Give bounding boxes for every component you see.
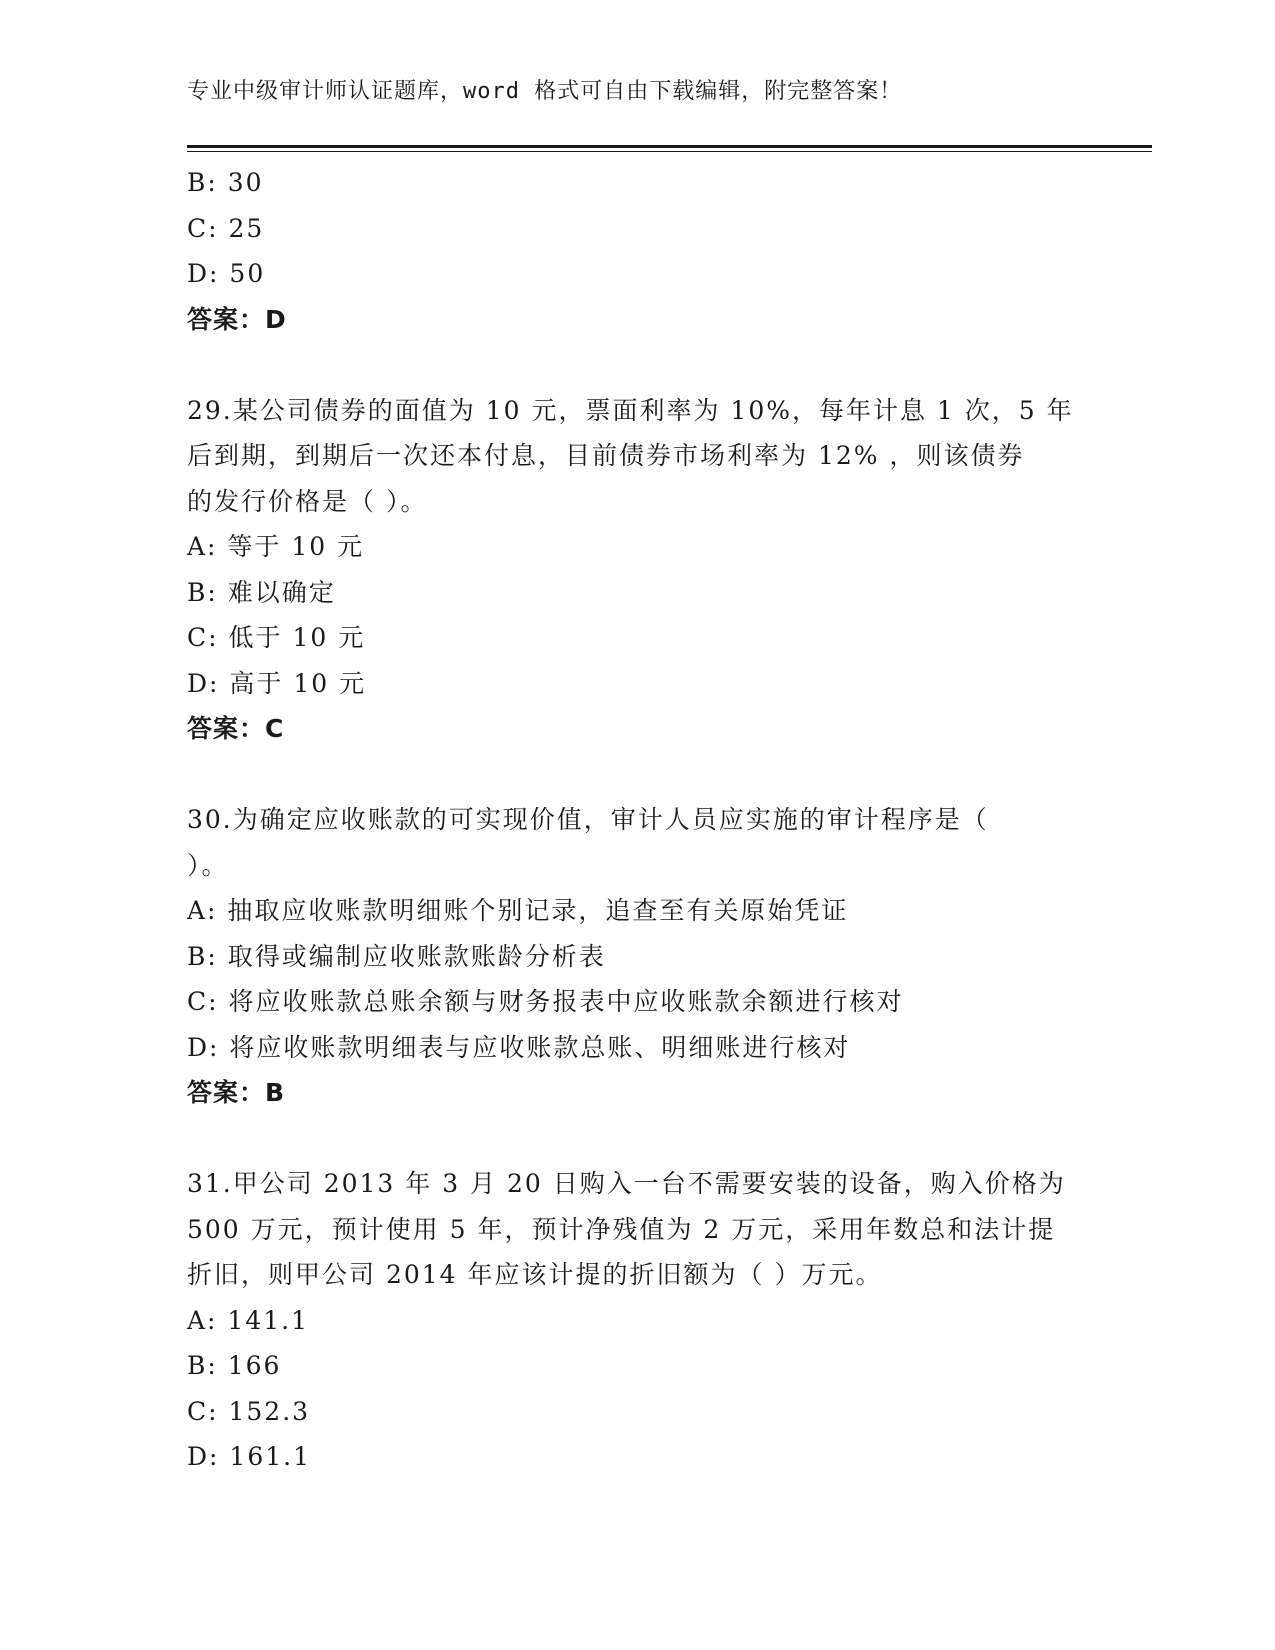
- question-text-line: 30.为确定应收账款的可实现价值，审计人员应实施的审计程序是（: [187, 805, 989, 834]
- question-30: [187, 797, 1087, 1116]
- answer-line: 答案：B: [187, 1078, 286, 1107]
- question-text-line: 31.甲公司 2013 年 3 月 20 日购入一台不需要安装的设备，购入价格为: [187, 1169, 1066, 1198]
- question-text-line: 500 万元，预计使用 5 年，预计净残值为 2 万元，采用年数总和法计提: [187, 1214, 1056, 1244]
- spacer: [187, 752, 1087, 798]
- spacer: [187, 1116, 1087, 1162]
- option-d: D: 50: [187, 259, 266, 288]
- option-b: B: 166: [187, 1351, 282, 1380]
- question-text-line: ）。: [187, 850, 229, 880]
- option-d: D: 161.1: [187, 1442, 311, 1471]
- question-text-line: 的发行价格是（ ）。: [187, 486, 428, 516]
- answer-line: 答案：C: [187, 714, 285, 743]
- option-b: B: 取得或编制应收账款账龄分析表: [187, 941, 606, 971]
- option-a: A: 141.1: [187, 1305, 309, 1335]
- option-d: D: 将应收账款明细表与应收账款总账、明细账进行核对: [187, 1032, 851, 1062]
- question-31: [187, 1161, 1087, 1480]
- question-text-line: 折旧，则甲公司 2014 年应该计提的折旧额为（ ）万元。: [187, 1260, 883, 1289]
- option-a: A: 抽取应收账款明细账个别记录，追查至有关原始凭证: [187, 896, 849, 925]
- page-header: 专业中级审计师认证题库，word 格式可自由下载编辑，附完整答案！: [187, 79, 903, 104]
- option-b: B: 30: [187, 168, 264, 197]
- option-b: B: 难以确定: [187, 577, 336, 607]
- option-d: D: 高于 10 元: [187, 668, 367, 698]
- option-a: A: 等于 10 元: [187, 532, 365, 561]
- header-rule-thick: [187, 145, 1152, 148]
- answer-line: 答案：D: [187, 304, 287, 334]
- option-c: C: 152.3: [187, 1396, 311, 1426]
- question-29: [187, 388, 1087, 752]
- option-c: C: 低于 10 元: [187, 623, 366, 652]
- option-c: C: 25: [187, 213, 265, 243]
- question-text-line: 29.某公司债券的面值为 10 元，票面利率为 10%，每年计息 1 次，5 年: [187, 395, 1074, 425]
- question-text-line: 后到期，到期后一次还本付息，目前债券市场利率为 12% ，则该债券: [187, 441, 1025, 470]
- prev-question-block: [187, 160, 1087, 342]
- spacer: [187, 342, 1087, 388]
- option-c: C: 将应收账款总账余额与财务报表中应收账款余额进行核对: [187, 987, 904, 1016]
- document-body: [187, 160, 1087, 1480]
- header-rule-thin: [187, 151, 1152, 152]
